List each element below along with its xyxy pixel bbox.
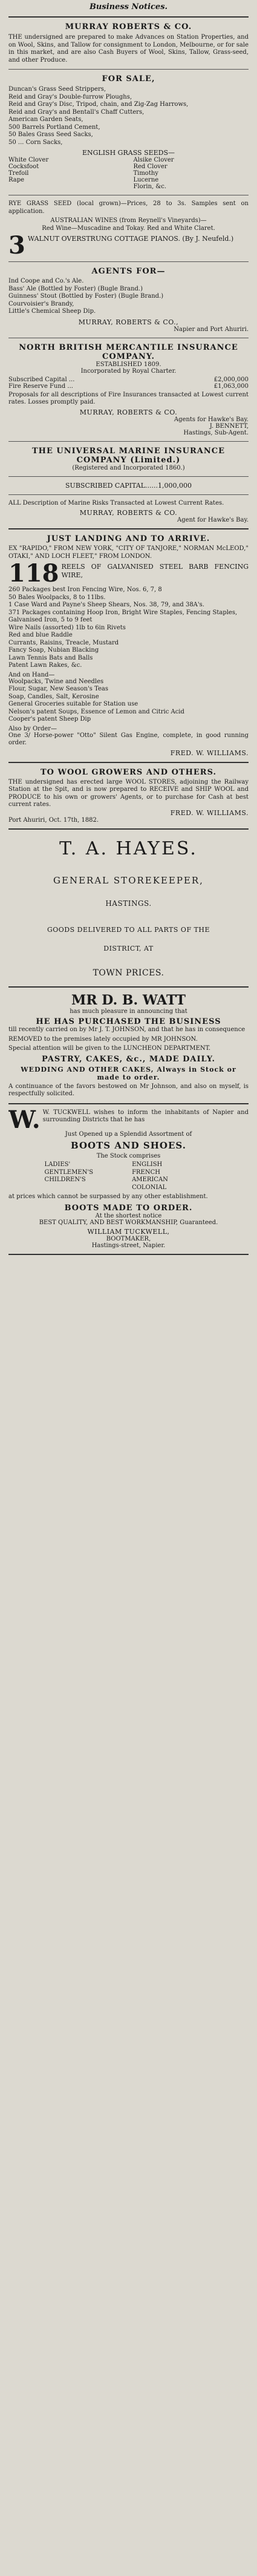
ad-agents bbox=[8, 267, 249, 333]
divider bbox=[8, 986, 249, 988]
list-item: ENGLISH bbox=[132, 1161, 163, 1168]
list-item: Duncan's Grass Seed Strippers, bbox=[8, 86, 106, 93]
divider bbox=[8, 441, 249, 442]
ad-watt bbox=[8, 992, 249, 1098]
ad-body: at prices which cannot be surpassed by any other establishment. bbox=[8, 1193, 208, 1200]
capital-value: £2,000,000 bbox=[213, 376, 249, 383]
list-item: 1 Case Ward and Payne's Sheep Shears, Nos. 38, 79, and 38A's. bbox=[8, 601, 204, 608]
list-item: Bass' Ale (Bottled by Foster) (Bugle Brand.) bbox=[8, 285, 143, 292]
list-item: Red Clover bbox=[133, 163, 168, 170]
list-item: Courvoisier's Brandy, bbox=[8, 300, 74, 307]
list-item: AMERICAN bbox=[132, 1176, 168, 1183]
list-item: 260 Packages best Iron Fencing Wire, Nos. 6, 7, 8 bbox=[8, 586, 162, 593]
ad-universal-marine bbox=[8, 447, 249, 524]
divider bbox=[8, 261, 249, 262]
divider bbox=[8, 476, 249, 477]
list-item: Reid and Gray's Double-furrow Ploughs, bbox=[8, 93, 132, 100]
list-item: Wire Nails (assorted) 1lb to 6in Rivets bbox=[8, 624, 126, 631]
ad-body: THE undersigned are prepared to make Advances on Station Properties, and on Wool, Skins, and Tallow for consignment to London, Melbourne, or for sale in this market, and are also Cash Buyers of Wool, Skins, Tallow, Grass-seed, and other Produce. bbox=[8, 34, 249, 64]
list-item: Nelson's patent Soups, Essence of Lemon and Citric Acid bbox=[8, 708, 184, 715]
list-item: Soap, Candles, Salt, Kerosine bbox=[8, 693, 99, 700]
divider bbox=[8, 762, 249, 763]
ad-subtitle: BOOTS MADE TO ORDER. bbox=[64, 1203, 193, 1213]
ad-title: MURRAY ROBERTS & CO. bbox=[65, 22, 192, 31]
list-item: GENTLEMEN'S bbox=[44, 1168, 94, 1176]
seeds-columns bbox=[8, 157, 249, 190]
signature: MURRAY, ROBERTS & CO., bbox=[78, 318, 179, 326]
goods-line: DISTRICT, AT bbox=[103, 944, 154, 952]
for-sale-list bbox=[8, 86, 249, 146]
signature-line: BOOTMAKER, bbox=[106, 1235, 151, 1242]
ad-murray-roberts bbox=[8, 22, 249, 64]
list-item: Florin, &c. bbox=[133, 183, 167, 190]
capital-line: SUBSCRIBED CAPITAL......1,000,000 bbox=[65, 481, 192, 490]
list-item: Timothy bbox=[133, 170, 158, 177]
ad-body: EX "RAPIDO," FROM NEW YORK, "CITY OF TANJORE," NORMAN McLEOD," OTAKI," AND LOCH FLEET," FROM LONDON. bbox=[8, 545, 249, 560]
signature: FRED. W. WILLIAMS. bbox=[170, 808, 249, 817]
ad-title: NORTH BRITISH MERCANTILE INSURANCE COMPANY. bbox=[19, 342, 238, 361]
list-item: LADIES' bbox=[44, 1161, 71, 1168]
ad-title: THE UNIVERSAL MARINE INSURANCE COMPANY (Limited.) bbox=[31, 446, 226, 465]
list-item: Alsike Clover bbox=[133, 157, 174, 163]
signature-line: Hastings-street, Napier. bbox=[91, 1242, 166, 1249]
walnut-count: 3 bbox=[8, 235, 25, 257]
ad-subtitle: HE HAS PURCHASED THE BUSINESS bbox=[36, 1017, 221, 1026]
role-line: GENERAL STOREKEEPER, bbox=[53, 874, 204, 886]
ad-body: ALL Description of Marine Risks Transacted at Lowest Current Rates. bbox=[8, 499, 224, 506]
list-item: Rape bbox=[8, 177, 25, 183]
divider bbox=[8, 828, 249, 830]
signature-line: Agents for Hawke's Bay. bbox=[174, 416, 249, 423]
ad-title: BOOTS AND SHOES. bbox=[71, 1140, 186, 1151]
list-item: Ind Coope and Co.'s Ale. bbox=[8, 278, 84, 284]
ad-body: Just Opened up a Splendid Assortment of bbox=[65, 1130, 192, 1138]
signature: J. BENNETT, bbox=[209, 422, 249, 430]
divider bbox=[8, 1103, 249, 1104]
ad-body: till recently carried on by Mr J. T. JOHNSON, and that he has in consequence bbox=[8, 1026, 246, 1033]
signature: FRED. W. WILLIAMS. bbox=[170, 749, 249, 757]
list-item: Fancy Soap, Nubian Blacking bbox=[8, 647, 99, 654]
ad-tuckwell bbox=[8, 1109, 249, 1249]
onhand-title: And on Hand— bbox=[8, 671, 55, 678]
list-item: Patent Lawn Rakes, &c. bbox=[8, 662, 82, 669]
list-item: Cocksfoot bbox=[8, 163, 39, 170]
notice-line: At the shortest notice bbox=[95, 1212, 162, 1219]
ad-title: MR D. B. WATT bbox=[71, 992, 186, 1008]
ad-for-sale bbox=[8, 74, 249, 190]
signature: WILLIAM TUCKWELL, bbox=[87, 1227, 170, 1236]
divider bbox=[8, 69, 249, 70]
ad-rye-grass bbox=[8, 200, 249, 257]
capital-label: Fire Reserve Fund ... bbox=[8, 382, 73, 390]
list-item: General Groceries suitable for Station use bbox=[8, 701, 138, 707]
ad-subtitle: PASTRY, CAKES, &c., MADE DAILY. bbox=[42, 1054, 215, 1064]
ad-subtitle: AUSTRALIAN WINES (from Reynell's Vineyards)— bbox=[50, 217, 207, 224]
ad-title: T. A. HAYES. bbox=[59, 837, 198, 859]
divider bbox=[8, 494, 249, 495]
ad-body: One 3/ Horse-power "Otto" Silent Gas Engine, complete, in good running order. bbox=[8, 732, 249, 746]
est-line: ESTABLISHED 1809. bbox=[96, 361, 161, 368]
ad-body: REELS OF GALVANISED STEEL BARB FENCING WIRE, bbox=[61, 563, 249, 579]
list-item: 50 Bales Woolpacks, 8 to 11lbs. bbox=[8, 594, 106, 601]
divider bbox=[8, 528, 249, 529]
list-item: 50 Bales Grass Seed Sacks, bbox=[8, 131, 93, 138]
list-item: American Garden Seats, bbox=[8, 116, 83, 123]
town-line: HASTINGS. bbox=[105, 899, 152, 908]
ad-body: Special attention will be given to the LUNCHEON DEPARTMENT. bbox=[8, 1045, 211, 1052]
list-item: Reid and Gray's Disc, Tripod, chain, and Zig-Zag Harrows, bbox=[8, 101, 189, 108]
ad-body: WALNUT OVERSTRUNG COTTAGE PIANOS. (By J. Neufeld.) bbox=[27, 235, 234, 243]
goods-line: GOODS DELIVERED TO ALL PARTS OF THE bbox=[47, 925, 210, 934]
signature-line: Napier and Port Ahuriri. bbox=[174, 326, 249, 333]
reg-line: (Registered and Incorporated 1860.) bbox=[72, 464, 185, 471]
drop-cap: W. bbox=[8, 1109, 41, 1131]
prices-line: TOWN PRICES. bbox=[93, 968, 164, 978]
ad-just-landing bbox=[8, 534, 249, 757]
reels-count: 118 bbox=[8, 563, 59, 585]
ad-body: THE undersigned has erected large WOOL STORES, adjoining the Railway Station at the Spit, and is now prepared to RECEIVE and SHIP WOOL and PRODUCE to his own or growers' Agents, or to purchase for Cash at best current rates. bbox=[8, 778, 249, 808]
ad-title: FOR SALE, bbox=[102, 74, 155, 84]
date-line: Port Ahuriri, Oct. 17th, 1882. bbox=[8, 816, 99, 824]
capital-value: £1,063,000 bbox=[213, 382, 249, 390]
signature-line: Agent for Hawke's Bay. bbox=[177, 517, 249, 523]
list-item: Flour, Sugar, New Season's Teas bbox=[8, 686, 109, 692]
stock-line: The Stock comprises bbox=[96, 1153, 161, 1159]
ad-subtitle: WEDDING AND OTHER CAKES, Always in Stock or made to order. bbox=[21, 1065, 236, 1081]
signature: MURRAY, ROBERTS & CO. bbox=[79, 408, 178, 416]
list-item: Trefoil bbox=[8, 170, 29, 177]
signature-line: Hastings, Sub-Agent. bbox=[183, 429, 249, 436]
seeds-title: ENGLISH GRASS SEEDS— bbox=[82, 149, 175, 157]
list-item: FRENCH bbox=[132, 1168, 160, 1176]
list-item: Currants, Raisins, Treacle, Mustard bbox=[8, 639, 119, 646]
ad-body: Proposals for all descriptions of Fire Insurances transacted at Lowest current rates. Losses promptly paid. bbox=[8, 391, 249, 405]
list-item: COLONIAL bbox=[132, 1184, 167, 1191]
ad-body: A continuance of the favors bestowed on Mr Johnson, and also on myself, is respectfully solicited. bbox=[8, 1083, 249, 1097]
divider bbox=[8, 16, 249, 18]
list-item: Red and blue Raddle bbox=[8, 632, 73, 638]
list-item: Lucerne bbox=[133, 177, 159, 183]
list-item: 50 ... Corn Sacks, bbox=[8, 139, 63, 146]
best-line: BEST QUALITY, AND BEST WORKMANSHIP, Guaranteed. bbox=[39, 1219, 218, 1226]
inc-line: Incorporated by Royal Charter. bbox=[80, 367, 177, 375]
list-item: Cooper's patent Sheep Dip bbox=[8, 716, 91, 723]
ad-body: W. TUCKWELL wishes to inform the inhabitants of Napier and surrounding Districts that he has bbox=[42, 1109, 249, 1123]
capital-label: Subscribed Capital ... bbox=[8, 376, 75, 383]
list-item: Reid and Gray's and Bentall's Chaff Cutters, bbox=[8, 108, 145, 116]
ad-north-british bbox=[8, 343, 249, 436]
ad-title: TO WOOL GROWERS AND OTHERS. bbox=[40, 767, 217, 777]
ad-body: has much pleasure in announcing that bbox=[70, 1008, 187, 1015]
section-header: Business Notices. bbox=[89, 2, 168, 11]
list-item: Lawn Tennis Bats and Balls bbox=[8, 654, 93, 661]
ad-body: Red Wine—Muscadine and Tokay. Red and White Claret. bbox=[42, 224, 215, 232]
list-item: Little's Chemical Sheep Dip. bbox=[8, 308, 96, 315]
signature: MURRAY, ROBERTS & CO. bbox=[79, 509, 178, 517]
list-item: CHILDREN'S bbox=[44, 1176, 86, 1183]
ad-wool-growers bbox=[8, 768, 249, 824]
ad-body: REMOVED to the premises lately occupied by MR JOHNSON. bbox=[8, 1035, 198, 1043]
ad-title: AGENTS FOR— bbox=[91, 267, 166, 276]
ad-body: RYE GRASS SEED (local grown)—Prices, 28 to 3s. Samples sent on application. bbox=[8, 200, 249, 215]
list-item: White Clover bbox=[8, 157, 49, 163]
list-item: Woolpacks, Twine and Needles bbox=[8, 678, 104, 685]
list-item: 500 Barrels Portland Cement, bbox=[8, 123, 100, 131]
also-title: Also by Order— bbox=[8, 725, 57, 732]
list-item: Guinness' Stout (Bottled by Foster) (Bugle Brand.) bbox=[8, 293, 164, 300]
ad-hayes bbox=[8, 838, 249, 978]
divider bbox=[8, 1254, 249, 1255]
ad-title: JUST LANDING AND TO ARRIVE. bbox=[47, 534, 210, 543]
list-item: 371 Packages containing Hoop Iron, Bright Wire Staples, Fencing Staples, Galvanised Iron, 5 to 9 feet bbox=[8, 609, 238, 623]
